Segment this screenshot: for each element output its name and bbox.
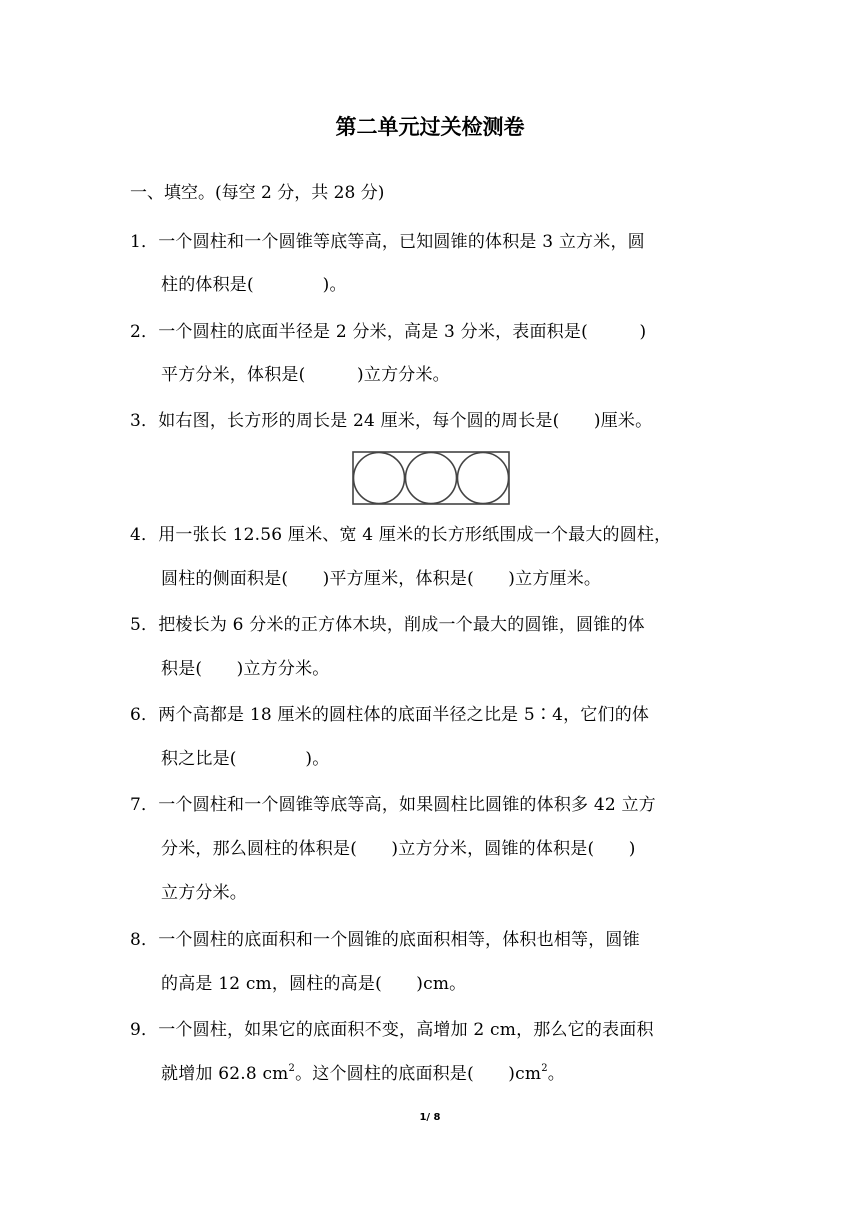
page-title: 第二单元过关检测卷 (335, 115, 525, 139)
question-7-number: 7． (130, 795, 159, 815)
question-9-line-1: 9．一个圆柱，如果它的底面积不变，高增加 2 cm，那么它的表面积 (130, 1017, 654, 1043)
question-8-number: 8． (130, 930, 159, 950)
page-number: 1/ 8 (419, 1112, 441, 1123)
question-2-number: 2． (130, 322, 159, 342)
question-7-line-1: 7．一个圆柱和一个圆锥等底等高，如果圆柱比圆锥的体积多 42 立方 (130, 792, 656, 818)
superscript-2: 2 (541, 1063, 548, 1075)
question-4-number: 4． (130, 525, 159, 545)
question-9-line-2: 就增加 62.8 $cm^2$。这个圆柱的底面积是( )$cm^2$。 (161, 1063, 565, 1084)
rectangle-three-circles-figure (352, 451, 510, 505)
question-7-line-2: 分米，那么圆柱的体积是( )立方分米，圆锥的体积是( ) (161, 839, 636, 859)
figure-rectangle (353, 452, 509, 504)
figure-circle-right (458, 453, 509, 504)
question-3-number: 3． (130, 411, 159, 431)
question-2-line-1: 2．一个圆柱的底面半径是 2 分米，高是 3 分米，表面积是( ) (130, 319, 646, 345)
question-4-line-2: 圆柱的侧面积是( )平方厘米，体积是( )立方厘米。 (161, 569, 602, 589)
question-7-line-3: 立方分米。 (161, 883, 247, 903)
question-4-line-1: 4．用一张长 12.56 厘米、宽 4 厘米的长方形纸围成一个最大的圆柱， (130, 522, 671, 548)
question-2-line-2: 平方分米，体积是( )立方分米。 (161, 365, 450, 385)
superscript-2: 2 (288, 1063, 296, 1075)
figure-circle-middle (406, 453, 457, 504)
question-1-line-1: 1．一个圆柱和一个圆锥等底等高，已知圆锥的体积是 3 立方米，圆 (130, 229, 645, 255)
question-8-line-2: 的高是 12 cm，圆柱的高是( )cm。 (161, 974, 467, 994)
question-1-line-2: 柱的体积是( )。 (161, 275, 347, 295)
question-6-line-2: 积之比是( )。 (161, 749, 330, 769)
question-9-number: 9． (130, 1020, 159, 1040)
question-8-line-1: 8．一个圆柱的底面积和一个圆锥的底面积相等，体积也相等，圆锥 (130, 927, 640, 953)
question-5-line-2: 积是( )立方分米。 (161, 659, 330, 679)
section-heading: 一、填空。(每空 2 分，共 28 分) (130, 183, 385, 203)
question-5-number: 5． (130, 615, 159, 635)
question-6-number: 6． (130, 705, 159, 725)
figure-circle-left (354, 453, 405, 504)
question-6-line-1: 6．两个高都是 18 厘米的圆柱体的底面半径之比是 5∶4，它们的体 (130, 702, 649, 728)
question-3-line-1: 3．如右图，长方形的周长是 24 厘米，每个圆的周长是( )厘米。 (130, 408, 652, 434)
question-1-number: 1． (130, 232, 159, 252)
question-5-line-1: 5．把棱长为 6 分米的正方体木块，削成一个最大的圆锥，圆锥的体 (130, 612, 645, 638)
